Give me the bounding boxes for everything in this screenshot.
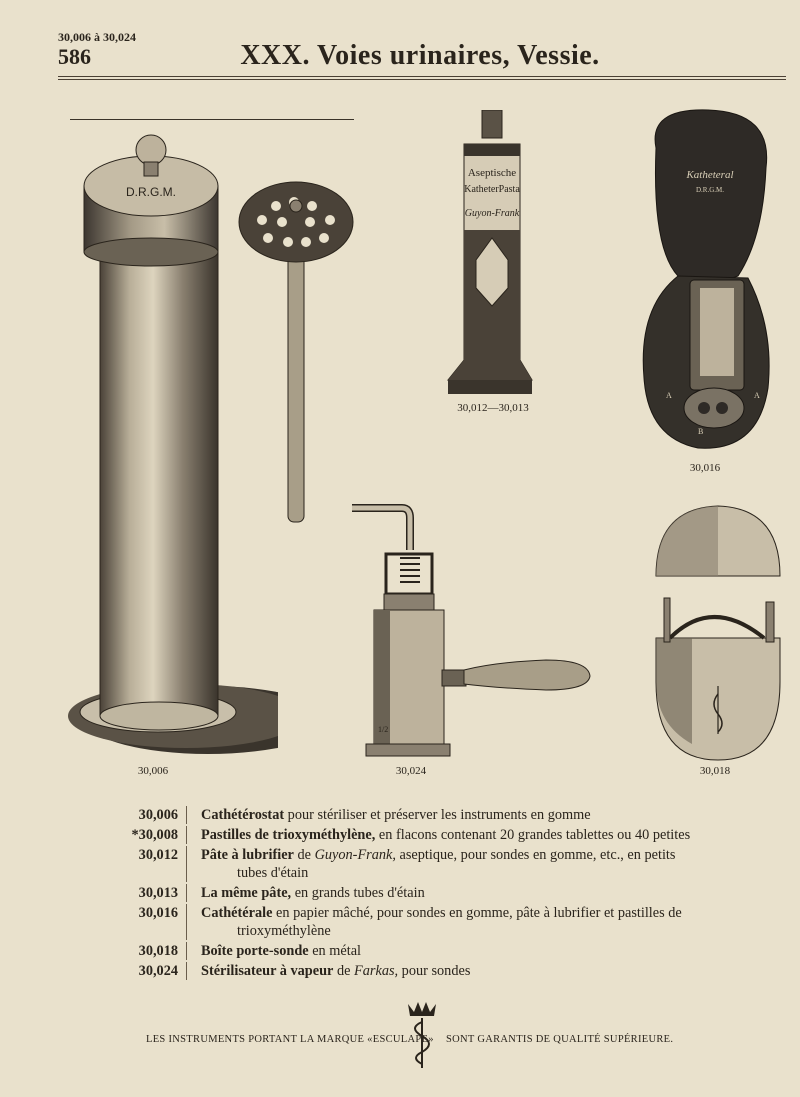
caption-30024: 30,024 [395,765,427,777]
item-desc: en papier mâché, pour sondes en gomme, pâte à lubrifier et pastilles de [272,905,682,921]
probe-box-figure [652,504,784,766]
lubricant-tube-figure [442,110,542,400]
item-list [128,806,728,982]
item-name: Cathétérale [201,905,273,921]
catheterale-case-figure [638,108,783,458]
item-desc-2: pour sondes [398,963,471,979]
item-desc: de [333,963,355,979]
sterilizer-fraction: 1/2 [378,725,389,734]
item-name: Stérilisateur à vapeur [201,963,334,979]
item-number: 30,013 [128,884,187,902]
item-desc: en flacons contenant 20 grandes tablettes ou 40 petites [375,827,691,843]
item-continuation: trioxyméthylène [237,923,331,939]
perforated-plate-figure [236,176,356,526]
caption-30012: 30,012—30,013 [457,402,529,414]
page-number: 586 [58,44,91,69]
page-title: XXX. Voies urinaires, Vessie. [240,40,600,71]
item-number: 30,012 [128,846,187,882]
caption-30006: 30,006 [137,765,169,777]
list-item [128,884,728,902]
item-name: Pastilles de trioxyméthylène, [201,827,376,843]
list-item [128,826,728,844]
caption-30016: 30,016 [689,462,721,474]
caption-30018: 30,018 [699,765,731,777]
item-number: 30,006 [128,806,187,824]
list-item [128,904,728,940]
item-desc: en métal [308,943,362,959]
steam-sterilizer-figure [346,500,596,762]
item-name: La même pâte, [201,885,292,901]
item-name: Boîte porte-sonde [201,943,309,959]
item-number: 30,024 [128,962,187,980]
tube-text-1: Aseptische [467,167,517,179]
header-rule-bottom [58,79,786,80]
header-rule-top [58,76,786,77]
case-mark: D.R.G.M. [695,186,725,194]
case-letter-a-left: A [666,391,672,400]
list-item [128,846,728,882]
tube-text-2: KatheterPasta [464,184,520,195]
esculape-emblem-icon [402,998,442,1070]
item-desc: en grands tubes d'étain [291,885,425,901]
case-brand: Katheteral [686,169,734,181]
footer-left-text: LES INSTRUMENTS PORTANT LA MARQUE «ESCULAPE» [146,1034,434,1045]
list-item [128,942,728,960]
list-item [128,962,728,980]
page-range: 30,006 à 30,024 [58,30,136,44]
case-letter-b: B [698,427,704,436]
item-author: Farkas, [354,963,399,979]
item-number: 30,016 [128,904,187,940]
item-desc: de [293,847,315,863]
item-number: 30,018 [128,942,187,960]
list-item [128,806,728,824]
catheterostat-label: D.R.G.M. [126,185,176,199]
item-desc-2: aseptique, pour sondes en gomme, etc., en petits [395,847,676,863]
case-letter-a-right: A [754,391,760,400]
figure-rule [70,119,354,120]
item-continuation: tubes d'étain [237,865,309,881]
item-name: Cathétérostat [201,807,285,823]
item-name: Pâte à lubrifier [201,847,294,863]
item-author: Guyon-Frank, [314,847,396,863]
item-desc: pour stériliser et préserver les instruments en gomme [284,807,591,823]
footer-right-text: SONT GARANTIS DE QUALITÉ SUPÉRIEURE. [446,1034,674,1045]
tube-text-3: Guyon-Frank [464,208,520,219]
item-number: *30,008 [128,826,187,844]
